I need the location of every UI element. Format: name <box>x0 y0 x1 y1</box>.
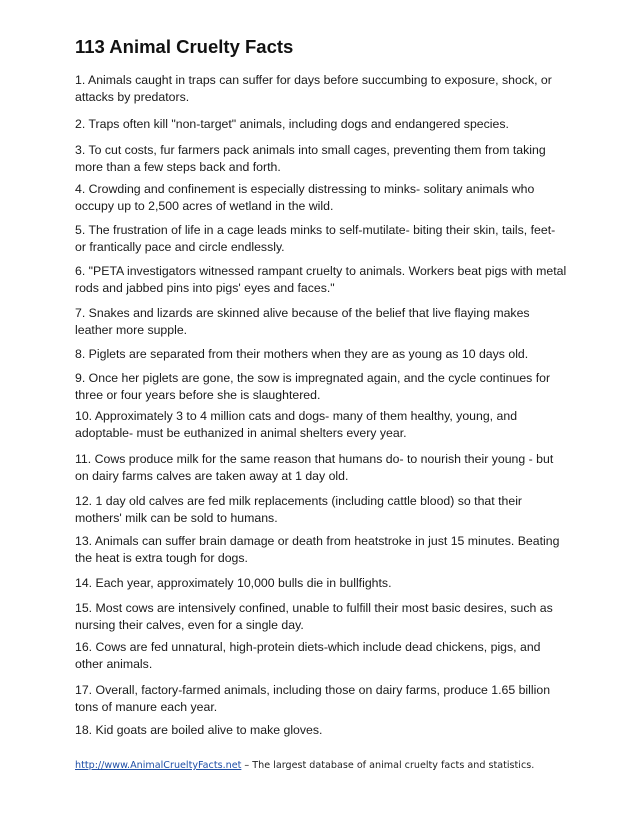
fact-item-4: 4. Crowding and confinement is especially distressing to minks- solitary animals who occupy up to 2,500 acres of wetland in the wild. <box>75 182 535 213</box>
fact-item-10: 10. Approximately 3 to 4 million cats and dogs- many of them healthy, young, and adoptable- must be euthanized in animal shelters every year. <box>75 409 518 440</box>
footer-website-link[interactable]: http://www.AnimalCrueltyFacts.net <box>75 760 242 771</box>
fact-item-6: 6. "PETA investigators witnessed rampant cruelty to animals. Workers beat pigs with metal rods and jabbed pins into pigs' eyes and faces." <box>75 264 567 295</box>
fact-item-17: 17. Overall, factory-farmed animals, including those on dairy farms, produce 1.65 billion tons of manure each year. <box>75 683 551 714</box>
fact-item-2: 2. Traps often kill "non-target" animals, including dogs and endangered species. <box>75 117 509 131</box>
fact-item-8: 8. Piglets are separated from their mothers when they are as young as 10 days old. <box>75 347 529 361</box>
page-footer <box>75 760 534 771</box>
fact-item-9: 9. Once her piglets are gone, the sow is impregnated again, and the cycle continues for three or four years before she is slaughtered. <box>75 371 551 402</box>
fact-item-7: 7. Snakes and lizards are skinned alive because of the belief that live flaying makes leather more supple. <box>75 306 530 337</box>
fact-item-12: 12. 1 day old calves are fed milk replacements (including cattle blood) so that their mothers' milk can be sold to humans. <box>75 494 523 525</box>
fact-item-16: 16. Cows are fed unnatural, high-protein diets-which include dead chickens, pigs, and other animals. <box>75 640 541 671</box>
footer-tagline: – The largest database of animal cruelty facts and statistics. <box>241 760 535 771</box>
fact-item-15: 15. Most cows are intensively confined, unable to fulfill their most basic desires, such as nursing their calves, even for a single day. <box>75 601 553 632</box>
fact-item-11: 11. Cows produce milk for the same reason that humans do- to nourish their young - but on dairy farms calves are taken away at 1 day old. <box>75 452 554 483</box>
fact-item-3: 3. To cut costs, fur farmers pack animals into small cages, preventing them from taking more than a few steps back and forth. <box>75 143 546 174</box>
page-title: 113 Animal Cruelty Facts <box>75 36 294 57</box>
fact-item-14: 14. Each year, approximately 10,000 bulls die in bullfights. <box>75 576 392 590</box>
fact-item-5: 5. The frustration of life in a cage leads minks to self-mutilate- biting their skin, tails, feet- or frantically pace and circle endlessly. <box>75 223 556 254</box>
fact-item-18: 18. Kid goats are boiled alive to make gloves. <box>75 723 323 737</box>
fact-item-13: 13. Animals can suffer brain damage or death from heatstroke in just 15 minutes. Beating the heat is extra tough for dogs. <box>75 534 560 565</box>
fact-item-1: 1. Animals caught in traps can suffer for days before succumbing to exposure, shock, or attacks by predators. <box>75 73 552 104</box>
